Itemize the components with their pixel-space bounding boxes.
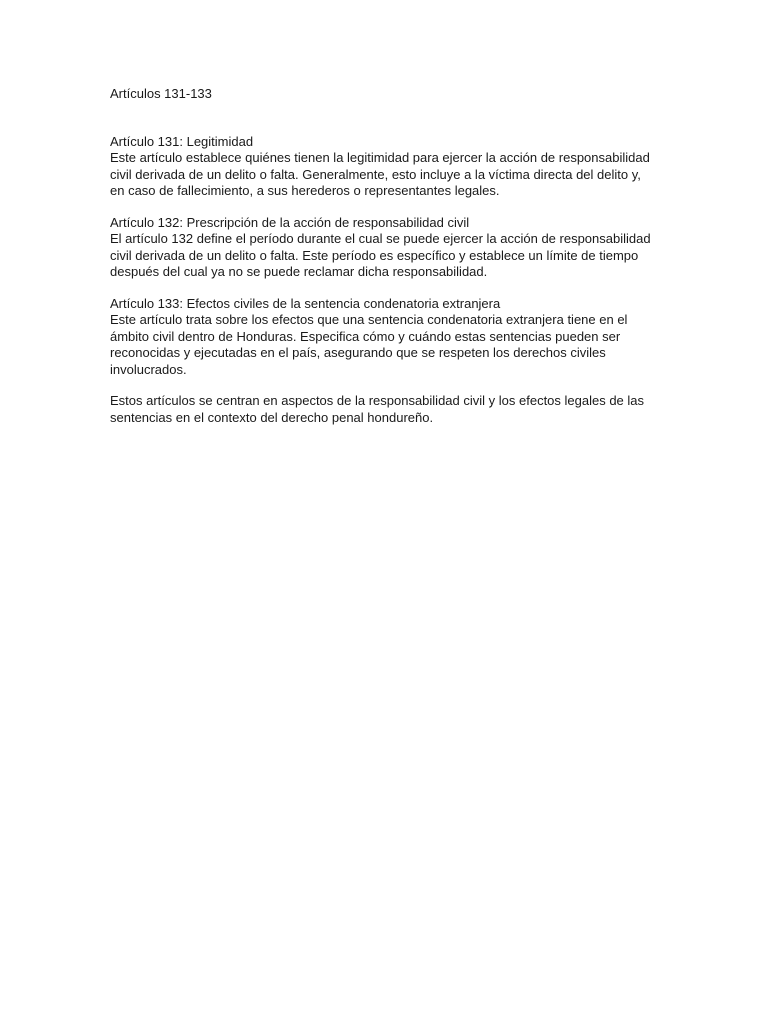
article-133-body: Este artículo trata sobre los efectos que una sentencia condenatoria extranjera tiene en el ámbito civil dentro de Honduras. Especifica cómo y cuándo estas sentencias pueden ser reconocidas y ejecutadas en el país, asegurando que se respeten los derechos civiles involucrados. (110, 312, 628, 377)
article-132-heading: Artículo 132: Prescripción de la acción de responsabilidad civil (110, 214, 470, 230)
article-133-heading: Artículo 133: Efectos civiles de la sentencia condenatoria extranjera (110, 295, 501, 311)
article-131-body: Este artículo establece quiénes tienen la legitimidad para ejercer la acción de responsabilidad civil derivada de un delito o falta. Generalmente, esto incluye a la víctima directa del delito y, en caso de fallecimiento, a sus herederos o representantes legales. (110, 150, 650, 198)
document-content (110, 86, 658, 426)
article-132-body: El artículo 132 define el período durante el cual se puede ejercer la acción de responsabilidad civil derivada de un delito o falta. Este período es específico y establece un límite de tiempo después del cual ya no se puede reclamar dicha responsabilidad. (110, 231, 651, 279)
article-131-section (110, 134, 658, 200)
article-132-section (110, 215, 658, 281)
article-133-section (110, 296, 658, 379)
conclusion-paragraph: Estos artículos se centran en aspectos de la responsabilidad civil y los efectos legales de las sentencias en el contexto del derecho penal hondureño. (110, 393, 645, 425)
article-131-heading: Artículo 131: Legitimidad (110, 133, 254, 149)
document-title: Artículos 131-133 (110, 86, 212, 101)
